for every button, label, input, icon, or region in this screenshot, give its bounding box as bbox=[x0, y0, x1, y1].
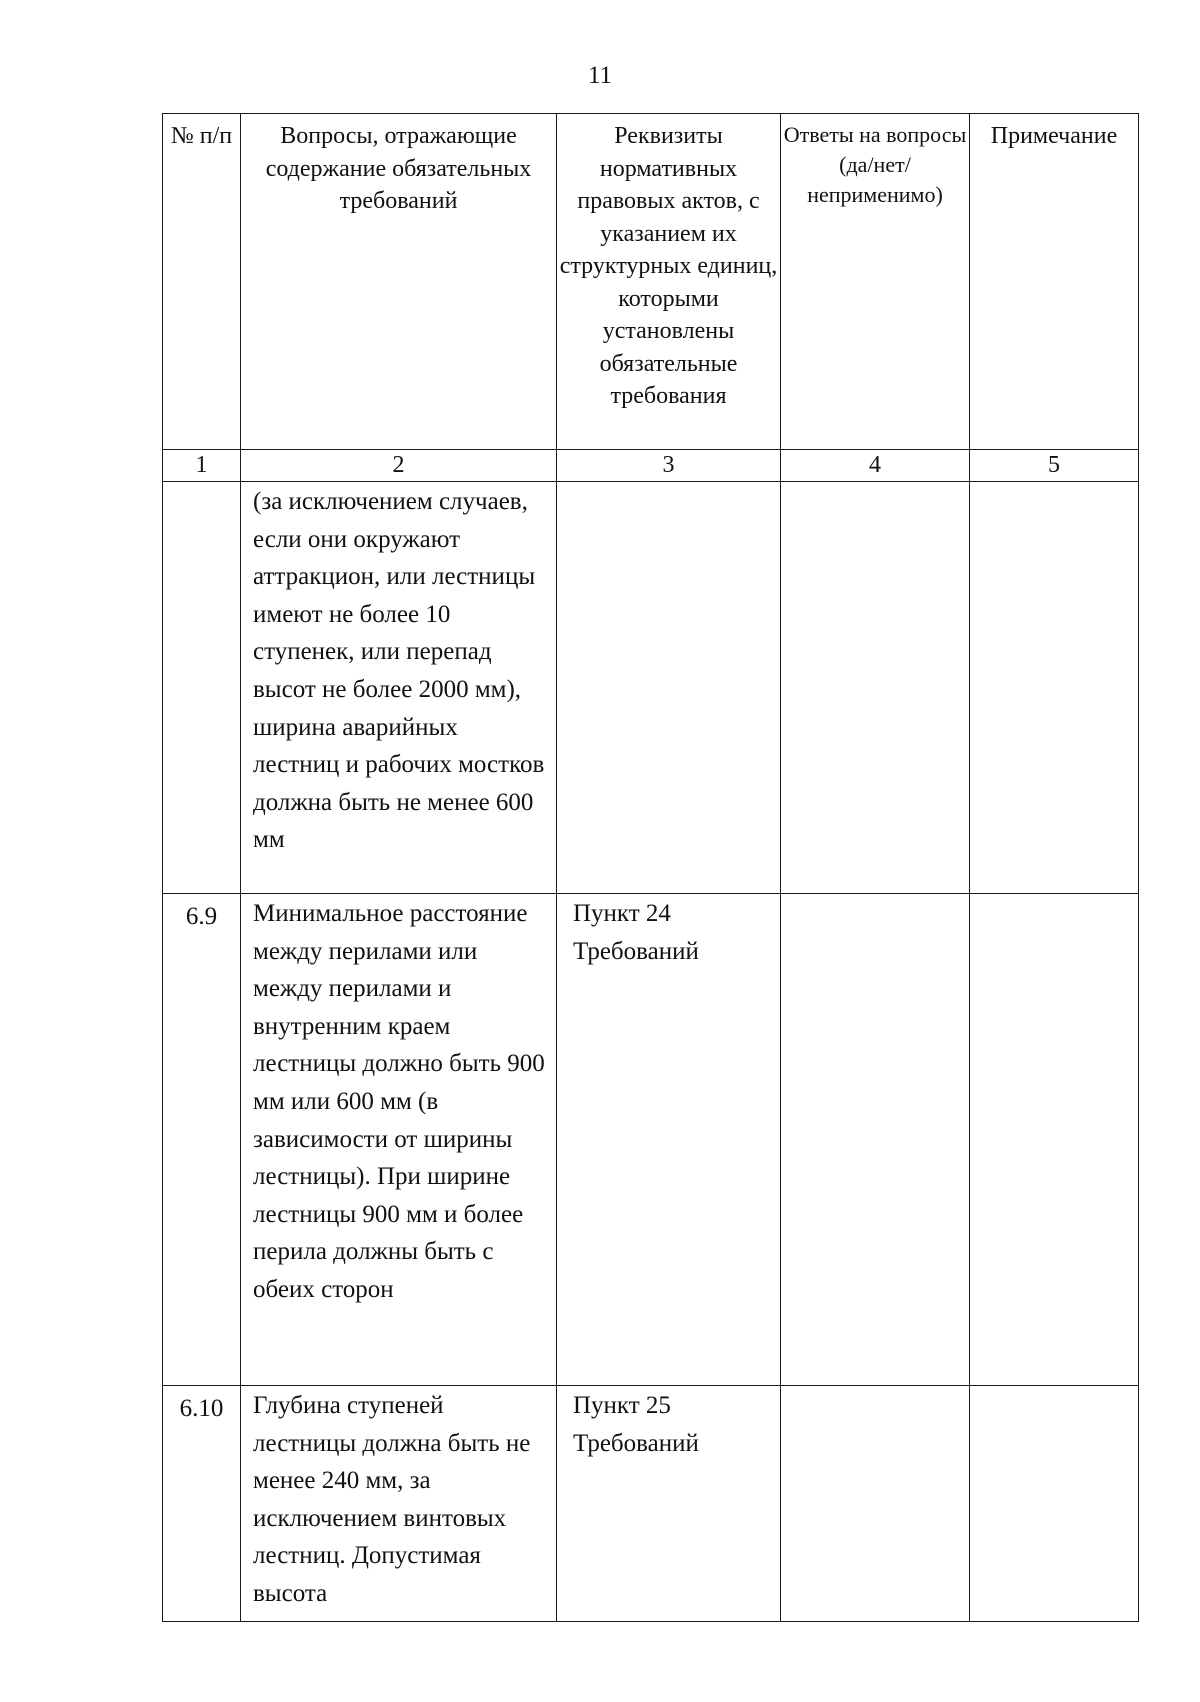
header-answers: Ответы на вопросы (да/нет/ неприменимо) bbox=[781, 114, 970, 450]
table-row bbox=[163, 894, 1139, 1386]
page-number: 11 bbox=[587, 62, 613, 89]
row-number: 6.10 bbox=[163, 1386, 241, 1622]
row-question: (за исключением случаев, если они окружают аттракцион, или лестницы имеют не более 10 ступенек, или перепад высот не более 2000 мм), ширина аварийных лестниц и рабочих мостков должна быть не менее 600 мм bbox=[241, 482, 557, 894]
table-row bbox=[163, 482, 1139, 894]
row-question: Минимальное расстояние между перилами или между перилами и внутренним краем лестницы должно быть 900 мм или 600 мм (в зависимости от ширины лестницы). При ширине лестницы 900 мм и более перила должны быть с обеих сторон bbox=[241, 894, 557, 1386]
row-answer[interactable] bbox=[781, 1386, 970, 1622]
header-requisites: Реквизиты нормативных правовых актов, с указанием их структурных единиц, которыми установлены обязательные требования bbox=[557, 114, 781, 450]
table-header-row bbox=[163, 114, 1139, 450]
row-number bbox=[163, 482, 241, 894]
row-question: Глубина ступеней лестницы должна быть не менее 240 мм, за исключением винтовых лестниц. Допустимая высота bbox=[241, 1386, 557, 1622]
column-index: 5 bbox=[970, 450, 1139, 482]
row-requisites bbox=[557, 482, 781, 894]
header-number: № п/п bbox=[163, 114, 241, 450]
column-index: 1 bbox=[163, 450, 241, 482]
checklist-table bbox=[162, 113, 1139, 1622]
row-note[interactable] bbox=[970, 482, 1139, 894]
column-index: 4 bbox=[781, 450, 970, 482]
column-index: 3 bbox=[557, 450, 781, 482]
row-requisites: Пункт 24 Требований bbox=[557, 894, 781, 1386]
row-number: 6.9 bbox=[163, 894, 241, 1386]
row-note[interactable] bbox=[970, 894, 1139, 1386]
row-requisites: Пункт 25 Требований bbox=[557, 1386, 781, 1622]
row-answer[interactable] bbox=[781, 894, 970, 1386]
header-note: Примечание bbox=[970, 114, 1139, 450]
row-answer[interactable] bbox=[781, 482, 970, 894]
column-index: 2 bbox=[241, 450, 557, 482]
header-questions: Вопросы, отражающие содержание обязательных требований bbox=[241, 114, 557, 450]
table-row bbox=[163, 1386, 1139, 1622]
row-note[interactable] bbox=[970, 1386, 1139, 1622]
column-index-row bbox=[163, 450, 1139, 482]
